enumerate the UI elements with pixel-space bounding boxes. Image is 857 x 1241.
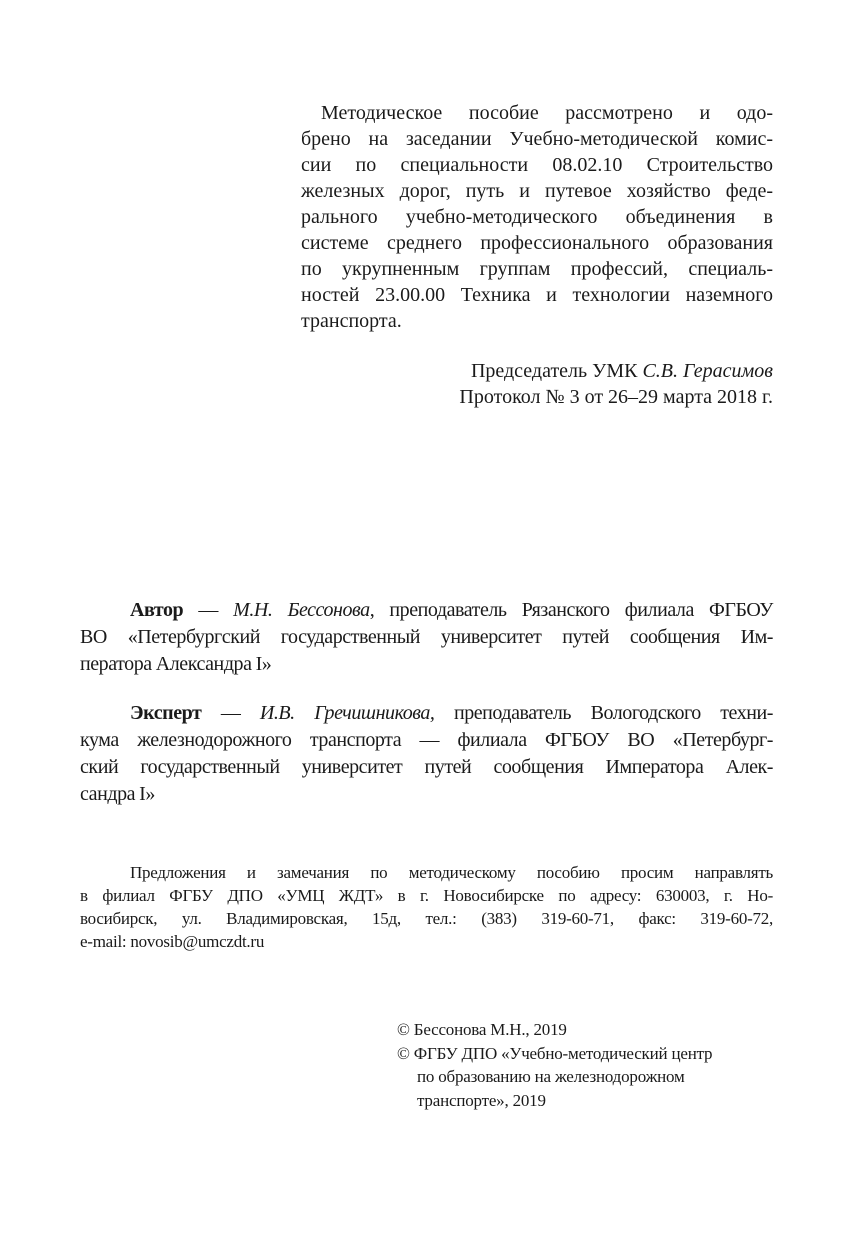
expert-line: ский государственный университет путей сообщения Императора Алек- <box>80 756 773 778</box>
feedback-line: в филиал ФГБУ ДПО «УМЦ ЖДТ» в г. Новосибирске по адресу: 630003, г. Но- <box>80 886 773 905</box>
expert-line <box>80 700 773 727</box>
expert-name: И.В. Гречишникова, <box>259 702 435 724</box>
approval-line: брено на заседании Учебно-методической комис- <box>301 128 773 150</box>
dash: — <box>201 702 260 724</box>
feedback-line: Предложения и замечания по методическому пособию просим направлять <box>130 863 773 882</box>
signature-block <box>459 358 773 410</box>
approval-line: системе среднего профессионального образования <box>301 232 773 254</box>
approval-line: транспорта. <box>301 310 402 332</box>
copyright-line: © ФГБУ ДПО «Учебно-методический центр <box>397 1043 713 1063</box>
author-line: ВО «Петербургский государственный университет путей сообщения Им- <box>80 626 773 648</box>
approval-line: ностей 23.00.00 Техника и технологии наземного <box>301 284 773 306</box>
author-line <box>80 597 773 624</box>
copyright-block <box>397 1018 712 1112</box>
author-affiliation: , преподаватель Рязанского филиала ФГБОУ <box>369 599 774 621</box>
expert-role: Эксперт <box>130 702 202 724</box>
feedback-paragraph <box>80 861 773 953</box>
approval-line: сии по специальности 08.02.10 Строительство <box>301 154 773 176</box>
chair-line <box>459 358 773 384</box>
protocol-line: Протокол № 3 от 26–29 марта 2018 г. <box>459 386 773 408</box>
approval-paragraph <box>301 100 773 334</box>
chair-label: Председатель УМК <box>470 360 638 382</box>
approval-line: Методическое пособие рассмотрено и одо- <box>321 102 773 124</box>
copyright-line: по образованию на железнодорожном <box>417 1067 685 1086</box>
approval-line: по укрупненным группам профессий, специаль- <box>301 258 773 280</box>
author-role: Автор <box>130 599 184 621</box>
expert-paragraph <box>80 700 773 808</box>
copyright-line: транспорте», 2019 <box>417 1090 546 1110</box>
expert-line: кума железнодорожного транспорта — филиала ФГБОУ ВО «Петербург- <box>80 729 773 751</box>
dash: — <box>183 599 234 621</box>
feedback-line: восибирск, ул. Владимировская, 15д, тел.: (383) 319-60-71, факс: 319-60-72, <box>80 909 773 928</box>
author-line: ператора Александра I» <box>80 653 272 675</box>
author-name: М.Н. Бессонова <box>233 599 370 621</box>
author-paragraph <box>80 597 773 678</box>
approval-line: железных дорог, путь и путевое хозяйство феде- <box>301 180 773 202</box>
feedback-email-line: e-mail: novosib@umczdt.ru <box>80 932 265 951</box>
approval-line: рального учебно-методического объединения в <box>301 206 773 228</box>
expert-line: сандра I» <box>80 783 155 805</box>
chair-name: С.В. Герасимов <box>642 360 773 382</box>
expert-affiliation: преподаватель Вологодского техни- <box>434 702 773 724</box>
copyright-line: © Бессонова М.Н., 2019 <box>397 1020 567 1039</box>
